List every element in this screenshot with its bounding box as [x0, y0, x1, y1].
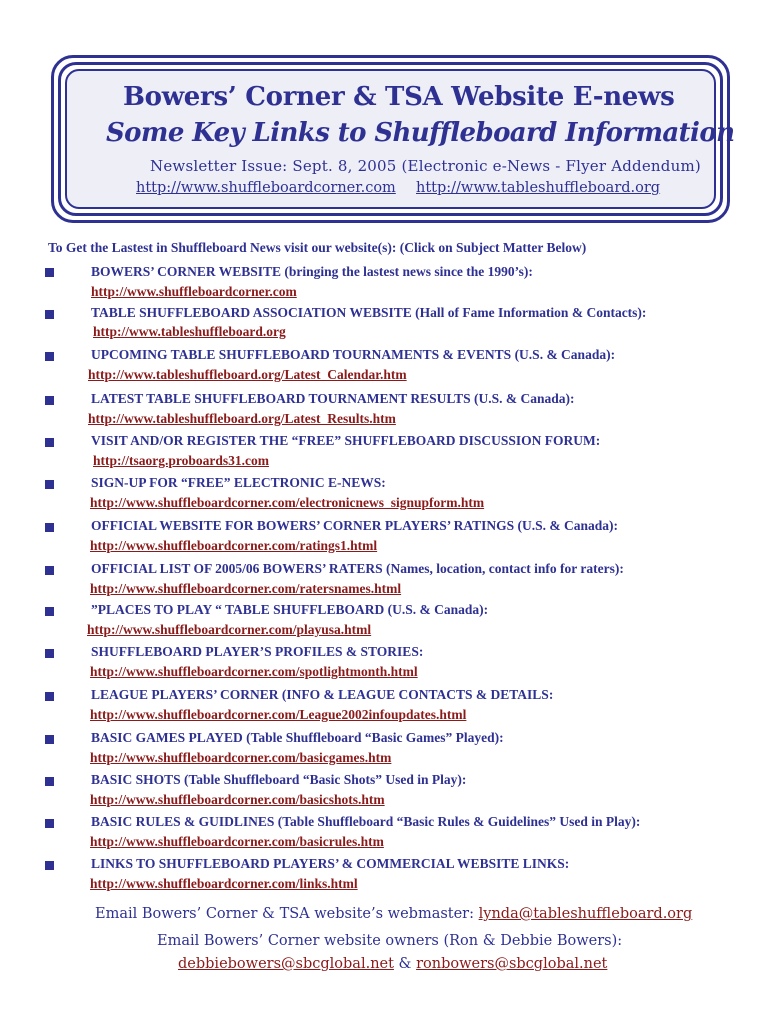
item-link[interactable]: http://www.shuffleboardcorner.com/links.html	[90, 876, 358, 891]
item-title: BASIC SHOTS (Table Shuffleboard “Basic Shots” Used in Play):	[91, 772, 467, 787]
item-link[interactable]: http://tsaorg.proboards31.com	[93, 453, 270, 468]
newsletter-subtitle: Some Key Links to Shuffleboard Information	[106, 118, 735, 148]
item-link[interactable]: http://www.shuffleboardcorner.com/League2002infoupdates.html	[90, 707, 467, 722]
owners-email-line	[178, 956, 607, 972]
webmaster-email-link[interactable]: lynda@tableshuffleboard.org	[478, 906, 693, 922]
bullet-icon	[45, 480, 54, 489]
owner-email-ron-link[interactable]: ronbowers@sbcglobal.net	[416, 956, 608, 972]
bullet-icon	[45, 777, 54, 786]
header-link-tableshuffleboard[interactable]: http://www.tableshuffleboard.org	[416, 180, 661, 196]
newsletter-title: Bowers’ Corner & TSA Website E-news	[123, 82, 675, 112]
item-title: VISIT AND/OR REGISTER THE “FREE” SHUFFLEBOARD DISCUSSION FORUM:	[91, 433, 601, 448]
bullet-icon	[45, 819, 54, 828]
and-separator: &	[398, 956, 412, 972]
bullet-icon	[45, 607, 54, 616]
bullet-icon	[45, 396, 54, 405]
item-link[interactable]: http://www.shuffleboardcorner.com/ratings1.html	[90, 538, 378, 553]
item-title: SHUFFLEBOARD PLAYER’S PROFILES & STORIES:	[91, 644, 424, 659]
item-title: LEAGUE PLAYERS’ CORNER (INFO & LEAGUE CONTACTS & DETAILS:	[91, 687, 554, 702]
item-title: OFFICIAL WEBSITE FOR BOWERS’ CORNER PLAYERS’ RATINGS (U.S. & Canada):	[91, 518, 618, 533]
bullet-icon	[45, 649, 54, 658]
header-link-shuffleboardcorner[interactable]: http://www.shuffleboardcorner.com	[136, 180, 396, 196]
item-link[interactable]: http://www.shuffleboardcorner.com/basicgames.htm	[90, 750, 392, 765]
bullet-icon	[45, 523, 54, 532]
webmaster-text: Email Bowers’ Corner & TSA website’s webmaster:	[95, 906, 475, 922]
owners-text: Email Bowers’ Corner website owners (Ron & Debbie Bowers):	[157, 933, 623, 949]
bullet-icon	[45, 735, 54, 744]
item-link[interactable]: http://www.tableshuffleboard.org	[93, 324, 286, 339]
bullet-icon	[45, 310, 54, 319]
item-link[interactable]: http://www.shuffleboardcorner.com/spotlightmonth.html	[90, 664, 418, 679]
item-link[interactable]: http://www.shuffleboardcorner.com/playusa.html	[87, 622, 372, 637]
item-title: UPCOMING TABLE SHUFFLEBOARD TOURNAMENTS & EVENTS (U.S. & Canada):	[91, 347, 616, 362]
intro-text: To Get the Lastest in Shuffleboard News visit our website(s): (Click on Subject Matter Below)	[48, 240, 587, 255]
webmaster-line	[95, 906, 692, 922]
item-title: ”PLACES TO PLAY “ TABLE SHUFFLEBOARD (U.S. & Canada):	[91, 602, 489, 617]
newsletter-issue: Newsletter Issue: Sept. 8, 2005 (Electronic e-News - Flyer Addendum)	[150, 157, 701, 175]
item-title: BOWERS’ CORNER WEBSITE (bringing the lastest news since the 1990’s):	[91, 264, 533, 279]
item-link[interactable]: http://www.shuffleboardcorner.com/ratersnames.html	[90, 581, 402, 596]
item-link[interactable]: http://www.shuffleboardcorner.com/basicshots.htm	[90, 792, 385, 807]
item-title: LINKS TO SHUFFLEBOARD PLAYERS’ & COMMERCIAL WEBSITE LINKS:	[91, 856, 570, 871]
owner-email-debbie-link[interactable]: debbiebowers@sbcglobal.net	[178, 956, 394, 972]
bullet-icon	[45, 438, 54, 447]
item-link[interactable]: http://www.tableshuffleboard.org/Latest_Calendar.htm	[88, 367, 407, 382]
item-link[interactable]: http://www.shuffleboardcorner.com	[91, 284, 297, 299]
bullet-icon	[45, 268, 54, 277]
item-title: BASIC GAMES PLAYED (Table Shuffleboard “Basic Games” Played):	[91, 730, 504, 745]
item-link[interactable]: http://www.shuffleboardcorner.com/basicrules.htm	[90, 834, 384, 849]
item-title: BASIC RULES & GUIDLINES (Table Shuffleboard “Basic Rules & Guidelines” Used in Play):	[91, 814, 641, 829]
item-link[interactable]: http://www.shuffleboardcorner.com/electronicnews_signupform.htm	[90, 495, 485, 510]
bullet-icon	[45, 861, 54, 870]
item-link[interactable]: http://www.tableshuffleboard.org/Latest_Results.htm	[88, 411, 396, 426]
bullet-icon	[45, 692, 54, 701]
item-title: OFFICIAL LIST OF 2005/06 BOWERS’ RATERS (Names, location, contact info for raters):	[91, 561, 624, 576]
item-title: TABLE SHUFFLEBOARD ASSOCIATION WEBSITE (Hall of Fame Information & Contacts):	[91, 305, 647, 320]
bullet-icon	[45, 566, 54, 575]
item-title: LATEST TABLE SHUFFLEBOARD TOURNAMENT RESULTS (U.S. & Canada):	[91, 391, 575, 406]
bullet-icon	[45, 352, 54, 361]
item-title: SIGN-UP FOR “FREE” ELECTRONIC E-NEWS:	[91, 475, 386, 490]
